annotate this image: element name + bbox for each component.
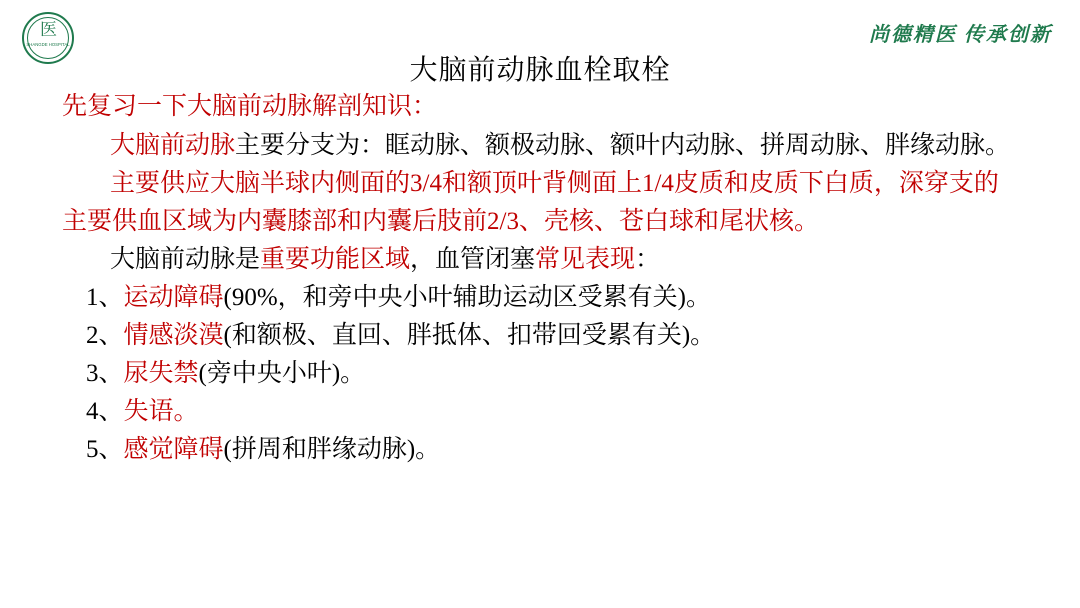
list-item-number: 1、 xyxy=(86,284,124,311)
paragraph-3-seg5: ： xyxy=(635,246,661,273)
list-item xyxy=(62,393,1022,431)
list-item-term: 失语。 xyxy=(123,398,199,425)
paragraph-3-seg3: ，血管闭塞 xyxy=(410,246,536,273)
paragraph-3 xyxy=(62,241,1022,279)
paragraph-3-seg2: 重要功能区域 xyxy=(260,246,411,273)
list-item-detail: (和额极、直回、胖抵体、扣带回受累有关)。 xyxy=(223,322,716,349)
logo-mark-glyph: 医 xyxy=(40,20,56,39)
list-item-number: 4、 xyxy=(86,398,124,425)
list-item xyxy=(62,431,1022,469)
list-item-term: 情感淡漠 xyxy=(123,322,224,349)
paragraph-2 xyxy=(62,165,1022,241)
list-item-detail: (旁中央小叶)。 xyxy=(198,360,366,387)
list-item-number: 3、 xyxy=(86,360,124,387)
list-item-term: 感觉障碍 xyxy=(123,436,224,463)
intro-line: 先复习一下大脑前动脉解剖知识： xyxy=(62,93,438,120)
paragraph-3-seg4: 常见表现 xyxy=(535,246,636,273)
list-item-number: 2、 xyxy=(86,322,124,349)
paragraph-3-seg1: 大脑前动脉是 xyxy=(110,246,261,273)
list-item xyxy=(62,355,1022,393)
list-item xyxy=(62,317,1022,355)
paragraph-1 xyxy=(62,127,1022,165)
paragraph-2-part1: 主要供应大脑半球内侧面的3/4和额顶叶背侧面上1/4皮质和皮质下白质，深穿支的主要供血区域为 xyxy=(62,170,999,235)
list-item xyxy=(62,279,1022,317)
list-item-number: 5、 xyxy=(86,436,124,463)
logo-caption: SHANGDE HOSPITAL xyxy=(26,42,70,47)
hospital-motto: 尚德精医 传承创新 xyxy=(869,24,1052,46)
slide-body xyxy=(62,88,1022,469)
list-item-detail: (90%，和旁中央小叶辅助运动区受累有关)。 xyxy=(223,284,712,311)
list-item-term: 尿失禁 xyxy=(123,360,199,387)
paragraph-2-part2: 内囊膝部和内囊后肢前2/3、壳核、苍白球和尾状核。 xyxy=(237,208,819,235)
page-title: 大脑前动脉血栓取栓 xyxy=(409,55,671,86)
list-item-term: 运动障碍 xyxy=(123,284,224,311)
paragraph-1-lead: 大脑前动脉 xyxy=(110,132,236,159)
paragraph-1-rest: 主要分支为：眶动脉、额极动脉、额叶内动脉、拼周动脉、胖缘动脉。 xyxy=(235,132,1011,159)
symptom-list xyxy=(62,279,1022,469)
list-item-detail: (拼周和胖缘动脉)。 xyxy=(223,436,441,463)
